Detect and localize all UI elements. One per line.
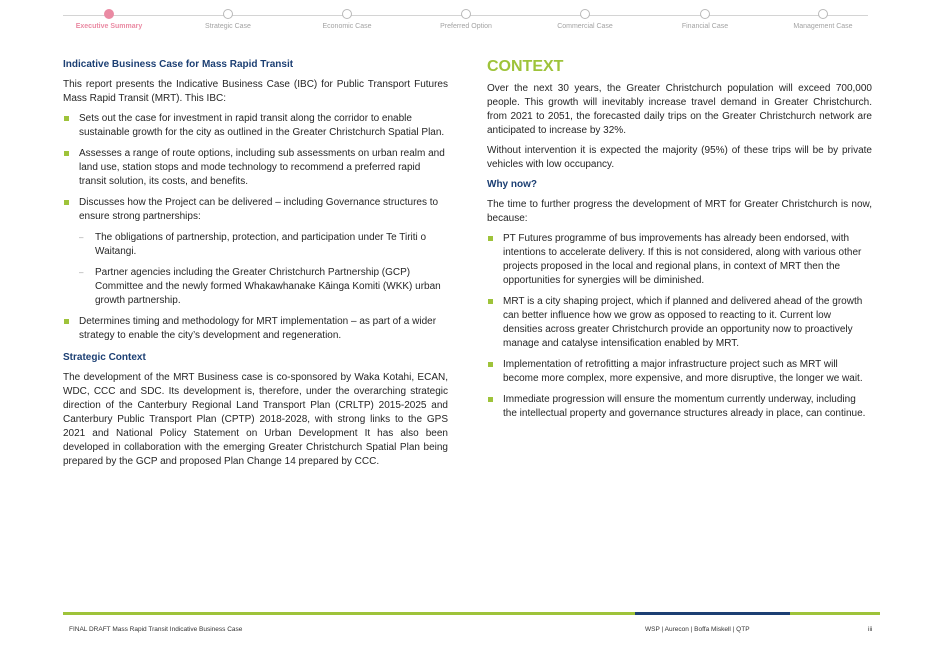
sub-list-item: – The obligations of partnership, protection, and participation under Te Tiriti o Waitangi. [79, 231, 448, 259]
nav-step-strategic-case[interactable] [168, 6, 288, 30]
context-paragraph: Without intervention it is expected the majority (95%) of these trips will be by private vehicles with low occupancy. [487, 145, 872, 170]
list-item: Assesses a range of route options, including sub assessments on urban realm and land use, station stops and mode technology to recommend a preferred rapid transit solution, its costs, and benefits. [63, 147, 448, 189]
nav-label: Commercial Case [557, 23, 613, 30]
ibc-bullet-list [63, 112, 448, 343]
why-now-bullet-list [487, 232, 872, 421]
list-item: Implementation of retrofitting a major infrastructure project such as MRT will become more complex, more expensive, and more disruptive, the longer we wait. [487, 358, 872, 386]
why-now-intro: The time to further progress the development of MRT for Greater Christchurch is now, because: [487, 199, 872, 224]
nav-dot [223, 9, 233, 19]
list-item: Immediate progression will ensure the momentum currently underway, including the intellectual property and governance structures already in place, can continue. [487, 393, 872, 421]
section-progress-nav [63, 6, 868, 36]
nav-dot-active [104, 9, 114, 19]
nav-label: Executive Summary [75, 23, 143, 30]
nav-dot [580, 9, 590, 19]
context-paragraph: Over the next 30 years, the Greater Christchurch population will exceed 700,000 people. This growth will inevitably increase travel demand in Greater Christchurch. from 2021 to 2051, the forecasted daily trips on the Greater Christchurch network are anticipated to increase by 32%. [487, 83, 872, 136]
nav-dot [818, 9, 828, 19]
ibc-heading: Indicative Business Case for Mass Rapid Transit [63, 59, 294, 70]
partnership-sub-list [79, 231, 448, 308]
list-item: Determines timing and methodology for MRT implementation – as part of a wider strategy to enable the city’s development and regeneration. [63, 315, 448, 343]
footer-document-title: FINAL DRAFT Mass Rapid Transit Indicative Business Case [69, 626, 243, 633]
nav-step-financial-case[interactable] [645, 6, 765, 30]
sub-list-item: – Partner agencies including the Greater Christchurch Partnership (GCP) Committee and the newly formed Whakawhanake Kāinga Komiti (WKK) urban growth partnership. [79, 266, 448, 308]
nav-step-preferred-option[interactable] [406, 6, 526, 30]
nav-label: Economic Case [322, 23, 372, 30]
list-item-text: Discusses how the Project can be delivered – including Governance structures to ensure strong partnerships: [79, 197, 439, 222]
right-column [487, 58, 872, 428]
nav-dot [342, 9, 352, 19]
nav-dot [700, 9, 710, 19]
footer-authors: WSP | Aurecon | Boffa Miskell | QTP [645, 626, 750, 633]
list-item [63, 196, 448, 308]
nav-dot [461, 9, 471, 19]
strategic-context-heading: Strategic Context [63, 352, 146, 363]
left-column [63, 58, 448, 475]
list-item: MRT is a city shaping project, which if planned and delivered ahead of the growth can better influence how we grow as opposed to reacting to it. Current low densities across greater Christchurch provide an opportunity now to proactively manage and catalyse intensification enabled by MRT. [487, 295, 872, 351]
nav-step-economic-case[interactable] [287, 6, 407, 30]
nav-label: Strategic Case [205, 23, 251, 30]
nav-step-commercial-case[interactable] [525, 6, 645, 30]
nav-step-executive-summary[interactable] [49, 6, 169, 30]
nav-step-management-case[interactable] [763, 6, 883, 30]
strategic-context-text: The development of the MRT Business case is co-sponsored by Waka Kotahi, ECAN, WDC, CCC and SDC. Its development is, therefore, under the overarching strategic direction of the Canterbury Regional Land Transport Plan (CRLTP) 2015-2025 and Canterbury Public Transport Plan (CPTP) 2018-2028, with strong links to the GPS 2021 and National Policy Statement on Urban Development It has also been developed in collaboration with the emerging Greater Christchurch Spatial Plan being prepared by the GCP and proposed Plan Change 14 prepared by CCC. [63, 372, 448, 467]
footer-divider-accent [635, 612, 790, 615]
page-number: iii [868, 626, 873, 633]
nav-label: Management Case [793, 23, 853, 30]
context-title: CONTEXT [487, 58, 564, 75]
nav-label: Financial Case [681, 23, 729, 30]
ibc-intro: This report presents the Indicative Business Case (IBC) for Public Transport Futures Mass Rapid Transit (MRT). This IBC: [63, 79, 448, 104]
nav-label: Preferred Option [440, 23, 492, 30]
footer-divider [63, 612, 880, 615]
why-now-heading: Why now? [487, 179, 537, 190]
list-item: PT Futures programme of bus improvements has already been endorsed, with intentions to accelerate delivery. If this is not considered, along with various other projects proposed in the local and regional plans, in context of MRT then the opportunities for synergies will be diminished. [487, 232, 872, 288]
list-item: Sets out the case for investment in rapid transit along the corridor to enable sustainable growth for the city as outlined in the Greater Christchurch Spatial Plan. [63, 112, 448, 140]
